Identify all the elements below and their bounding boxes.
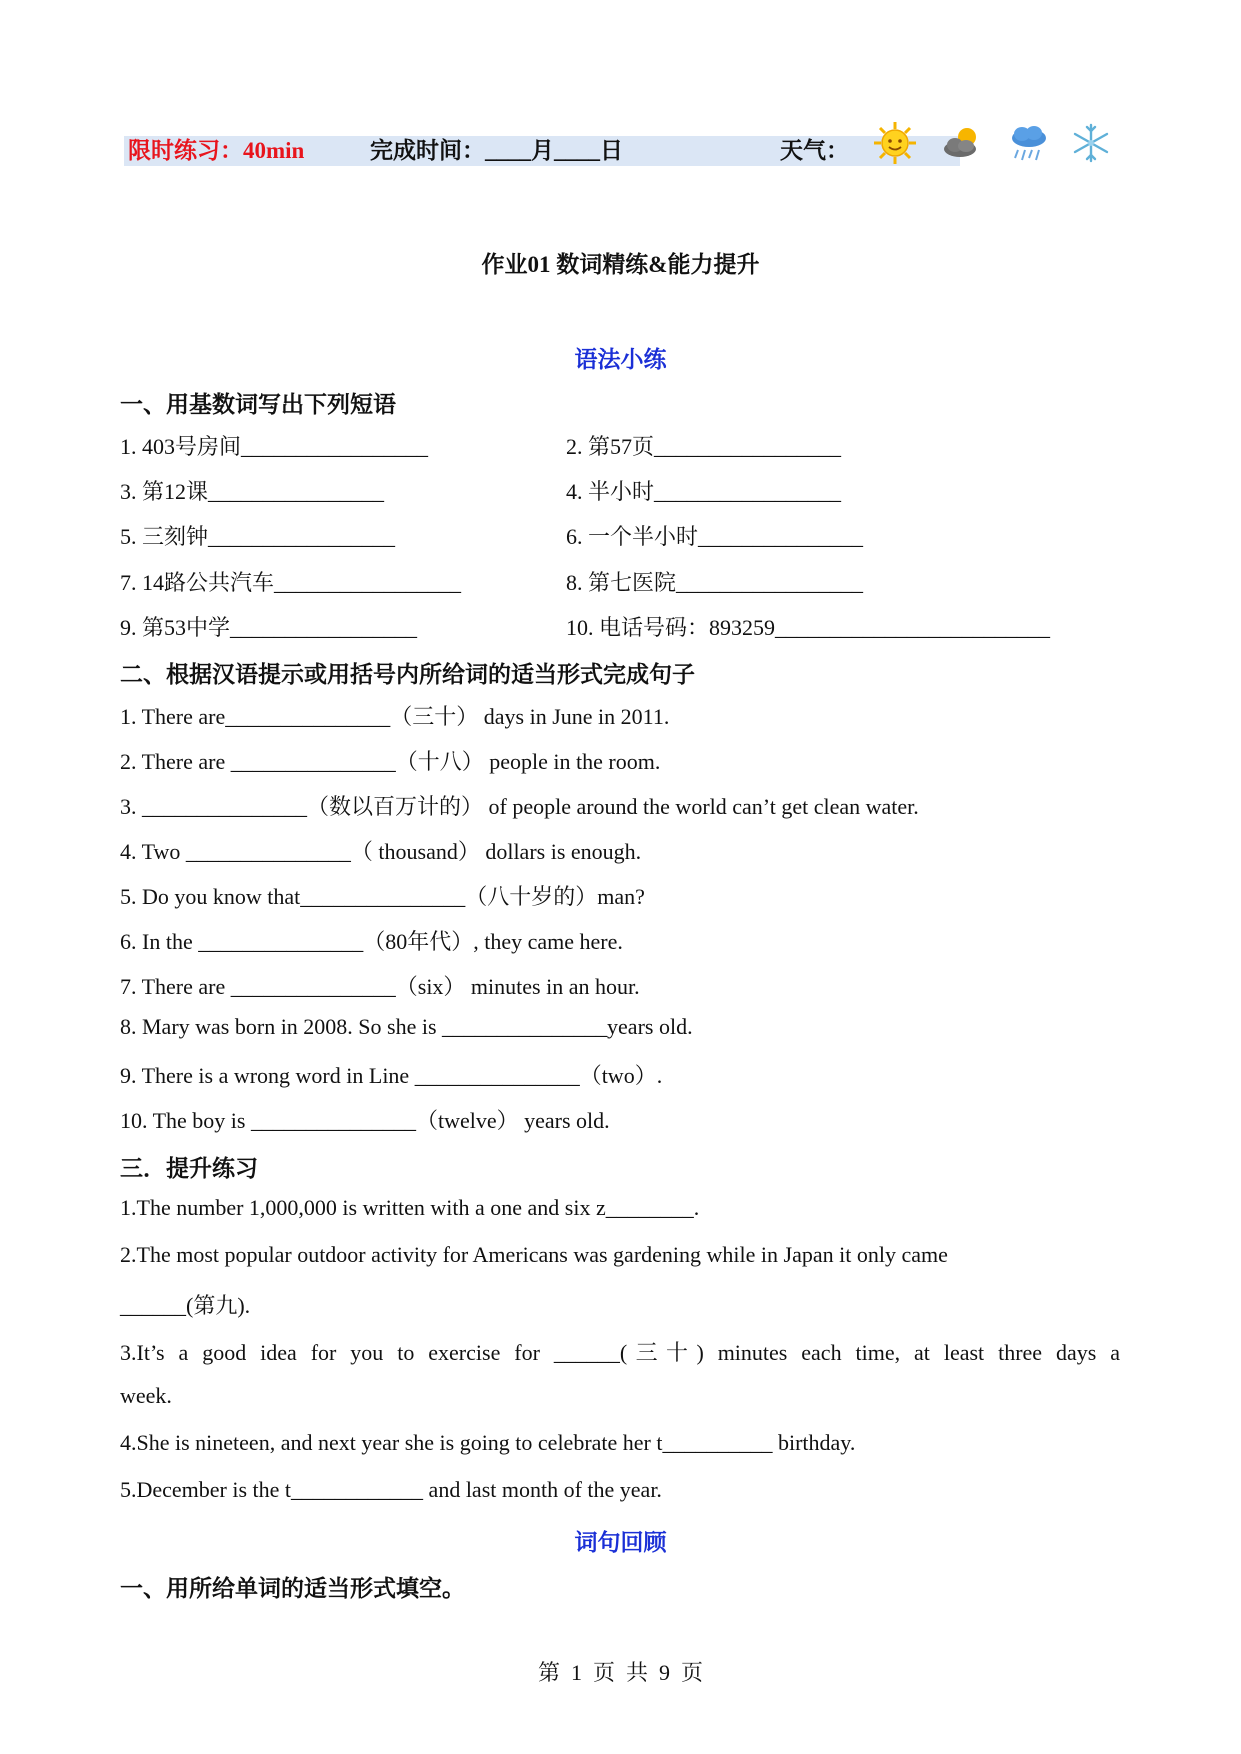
part2-item-3: 3. _______________（数以百万计的） of people around the world can’t get clean water. [120, 794, 919, 819]
part3-item-5: 5.December is the t____________ and last month of the year. [120, 1477, 662, 1502]
section-title-review: 词句回顾 [574, 1530, 667, 1555]
part1-item-8: 8. 第七医院_________________ [566, 570, 864, 595]
rain-icon [1006, 120, 1052, 166]
part1-item-2: 2. 第57页_________________ [566, 434, 842, 459]
part2-item-6: 6. In the _______________（80年代）, they came here. [120, 929, 623, 954]
part1-item-9: 9. 第53中学_________________ [120, 615, 418, 640]
part3-heading: 三．提升练习 [120, 1156, 258, 1181]
finish-time-label: 完成时间：____月____日 [370, 138, 623, 163]
part1-item-5: 5. 三刻钟_________________ [120, 524, 396, 549]
part1-heading: 一、用基数词写出下列短语 [120, 392, 396, 417]
part2-item-1: 1. There are_______________（三十） days in June in 2011. [120, 704, 670, 729]
weather-label: 天气： [780, 138, 849, 163]
part2-item-8: 8. Mary was born in 2008. So she is _______________years old. [120, 1014, 693, 1039]
part2-item-2: 2. There are _______________（十八） people in the room. [120, 749, 661, 774]
section-title-grammar: 语法小练 [574, 347, 667, 372]
time-limit-label: 限时练习：40min [128, 138, 305, 163]
document-title: 作业01 数词精练&能力提升 [481, 252, 760, 277]
part2-item-9: 9. There is a wrong word in Line _______________（two）. [120, 1063, 663, 1088]
part3-item-3-line1: 3.It’s a good idea for you to exercise for ______(三十) minutes each time, at least three days a [120, 1340, 1120, 1365]
part1-item-3: 3. 第12课________________ [120, 479, 385, 504]
part1-item-1: 1. 403号房间_________________ [120, 434, 429, 459]
part1-item-10: 10. 电话号码：893259_________________________ [566, 615, 1051, 640]
part2-item-4: 4. Two _______________（ thousand） dollars is enough. [120, 839, 642, 864]
part1-item-6: 6. 一个半小时_______________ [566, 524, 864, 549]
snowflake-icon [1068, 120, 1114, 166]
part1-item-7: 7. 14路公共汽车_________________ [120, 570, 462, 595]
part1-item-4: 4. 半小时_________________ [566, 479, 842, 504]
partly-cloudy-icon [940, 120, 986, 166]
sun-icon [872, 120, 918, 166]
part3-item-2-line1: 2.The most popular outdoor activity for Americans was gardening while in Japan it only came [120, 1242, 948, 1267]
part3-item-4: 4.She is nineteen, and next year she is going to celebrate her t__________ birthday. [120, 1430, 856, 1455]
page-footer: 第 1 页 共 9 页 [537, 1660, 703, 1685]
part4-heading: 一、用所给单词的适当形式填空。 [120, 1576, 465, 1601]
part3-item-2-line2: ______(第九). [120, 1293, 251, 1318]
part2-heading: 二、根据汉语提示或用括号内所给词的适当形式完成句子 [120, 662, 695, 687]
part2-item-10: 10. The boy is _______________（twelve） years old. [120, 1108, 610, 1133]
part3-item-3-line2: week. [120, 1383, 172, 1408]
part2-item-7: 7. There are _______________（six） minutes in an hour. [120, 974, 640, 999]
part2-item-5: 5. Do you know that_______________（八十岁的）man? [120, 884, 645, 909]
part3-item-1: 1.The number 1,000,000 is written with a one and six z________. [120, 1195, 700, 1220]
